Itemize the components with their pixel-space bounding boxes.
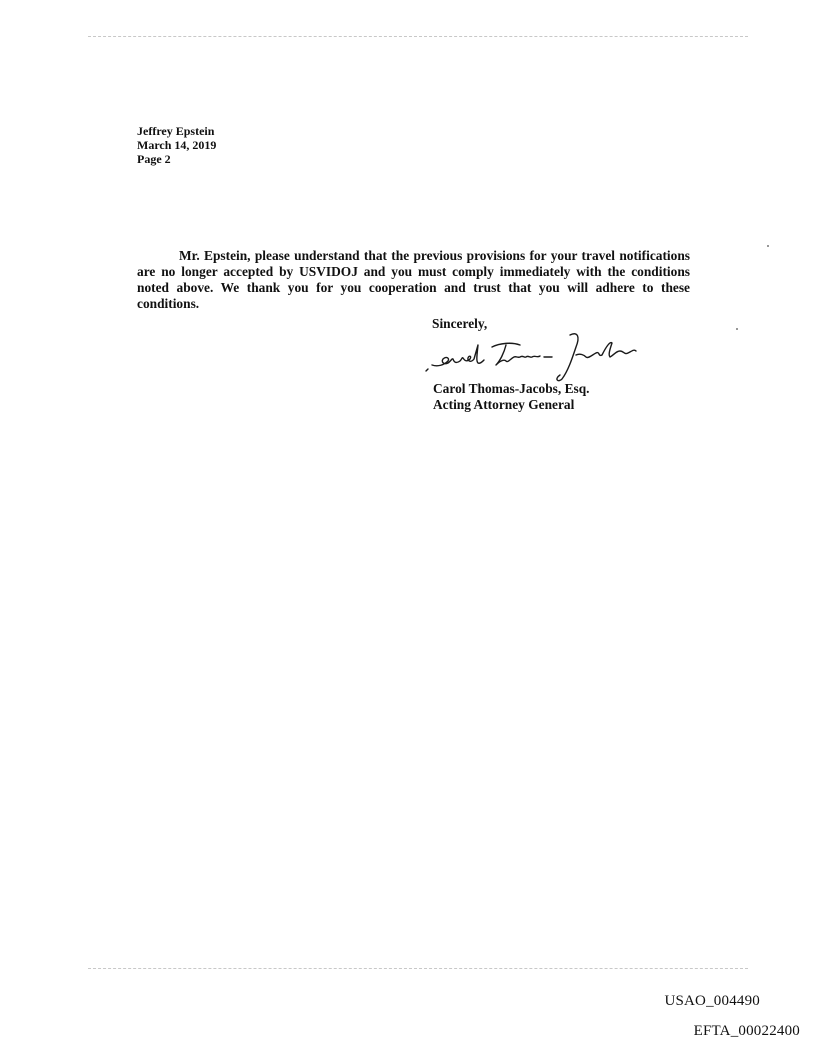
body-paragraph: Mr. Epstein, please understand that the previous provisions for your travel notifications are no longer accepted by USVIDOJ and you must comply immediately with the conditions noted above. We thank you for you cooperation and trust that you will adhere to these conditions. bbox=[137, 248, 690, 311]
scan-speck bbox=[767, 245, 769, 247]
handwritten-signature bbox=[420, 325, 650, 385]
scan-speck bbox=[736, 328, 738, 330]
recipient-name: Jeffrey Epstein bbox=[137, 124, 215, 138]
bates-stamp-usao: USAO_004490 bbox=[664, 993, 760, 1009]
page-number: Page 2 bbox=[137, 152, 171, 166]
letter-header bbox=[137, 124, 216, 166]
closing-salutation: Sincerely, bbox=[432, 316, 488, 331]
bates-stamp-efta: EFTA_00022400 bbox=[693, 1023, 800, 1039]
scan-artifact-top bbox=[88, 36, 748, 37]
signer-title: Acting Attorney General bbox=[433, 397, 575, 412]
scan-artifact-bottom bbox=[88, 968, 748, 969]
signature-block bbox=[433, 381, 590, 413]
signer-name: Carol Thomas-Jacobs, Esq. bbox=[433, 381, 590, 396]
letter-date: March 14, 2019 bbox=[137, 138, 217, 152]
